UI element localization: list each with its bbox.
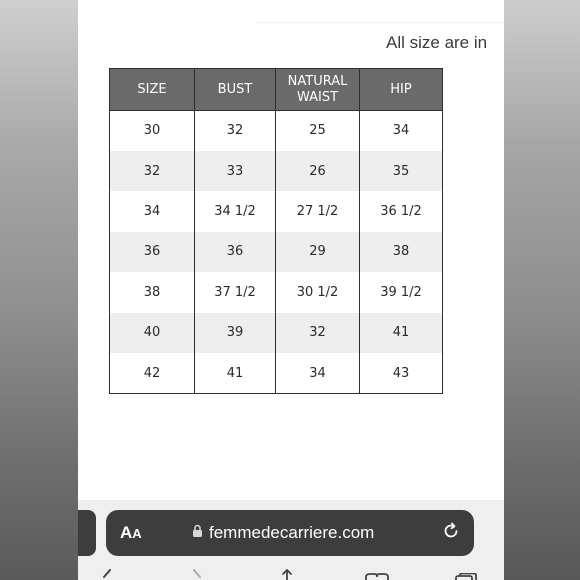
background-right [504,0,580,580]
cell-hip: 41 [360,313,443,353]
table-row [110,353,443,393]
share-icon[interactable] [278,568,296,580]
cell-hip: 43 [360,353,443,393]
phone-screen [78,0,504,580]
cell-bust: 33 [195,151,276,191]
cell-hip: 36 1/2 [360,191,443,231]
header-size: SIZE [110,69,195,111]
cell-size: 30 [110,111,195,151]
previous-tab-preview[interactable] [78,510,96,556]
header-bust: BUST [195,69,276,111]
table-row [110,191,443,231]
cell-waist: 26 [276,151,360,191]
header-hip: HIP [360,69,443,111]
chevron-right-icon[interactable] [190,568,204,580]
address-bar[interactable] [106,510,474,556]
cell-waist: 32 [276,313,360,353]
cell-hip: 35 [360,151,443,191]
cell-waist: 29 [276,232,360,272]
table-row [110,272,443,312]
cell-size: 36 [110,232,195,272]
cell-size: 42 [110,353,195,393]
table-header-row [110,69,443,111]
cell-hip: 34 [360,111,443,151]
reader-text-size-button[interactable]: A A [120,523,142,542]
background-left [0,0,78,580]
cell-bust: 36 [195,232,276,272]
tabs-icon[interactable] [454,570,478,580]
cell-bust: 32 [195,111,276,151]
divider [256,22,504,23]
cell-waist: 25 [276,111,360,151]
size-chart-table [109,68,443,394]
lock-icon [192,524,203,543]
url-text: femmedecarriere.com [209,523,375,542]
cell-waist: 30 1/2 [276,272,360,312]
cell-hip: 39 1/2 [360,272,443,312]
table-row [110,232,443,272]
cell-bust: 34 1/2 [195,191,276,231]
table-row [110,111,443,151]
cell-size: 38 [110,272,195,312]
table-row [110,313,443,353]
cell-hip: 38 [360,232,443,272]
url-display[interactable] [192,510,374,556]
reload-icon [442,522,460,545]
bookmarks-icon[interactable] [364,570,390,580]
table-row [110,151,443,191]
size-note: All size are in [386,33,488,52]
cell-size: 32 [110,151,195,191]
header-natural-waist: NATURAL WAIST [276,69,360,111]
cell-bust: 37 1/2 [195,272,276,312]
cell-size: 34 [110,191,195,231]
cell-waist: 34 [276,353,360,393]
cell-bust: 41 [195,353,276,393]
cell-bust: 39 [195,313,276,353]
chevron-left-icon[interactable] [100,568,114,580]
cell-waist: 27 1/2 [276,191,360,231]
cell-size: 40 [110,313,195,353]
reload-button[interactable] [442,510,460,556]
